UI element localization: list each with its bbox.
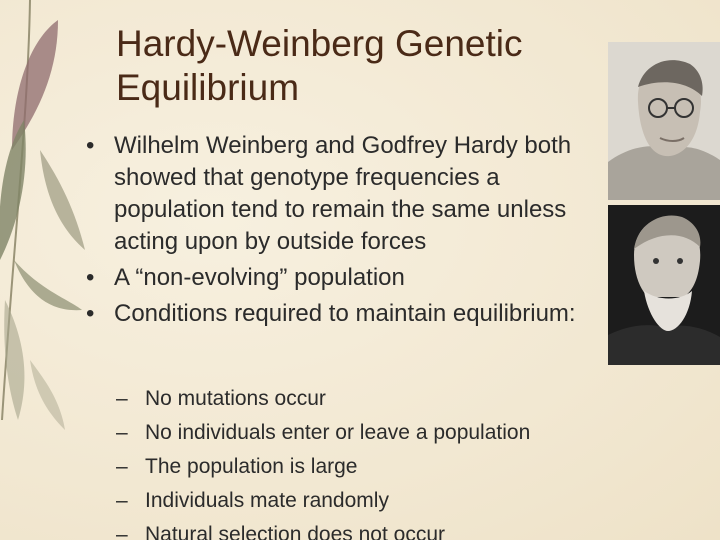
sub-bullet-item xyxy=(116,450,530,484)
sub-bullet-text: No individuals enter or leave a population xyxy=(145,421,531,444)
sub-bullet-marker: – xyxy=(116,523,128,540)
sub-bullet-text: Individuals mate randomly xyxy=(145,489,389,512)
bullet-text: Wilhelm Weinberg and Godfrey Hardy both showed that genotype frequencies a population tend to remain the same unless acting upon by outside forces xyxy=(114,132,572,255)
sub-bullet-list xyxy=(116,382,530,540)
bullet-item xyxy=(86,262,616,294)
sub-bullet-text: No mutations occur xyxy=(145,387,326,410)
sub-bullet-marker: – xyxy=(116,421,128,444)
title-line-2: Equilibrium xyxy=(116,67,300,108)
sub-bullet-text: The population is large xyxy=(145,455,358,478)
sub-bullet-text: Natural selection does not occur xyxy=(145,523,445,540)
bullet-text: Conditions required to maintain equilibrium: xyxy=(114,300,576,327)
bullet-marker: • xyxy=(86,264,95,291)
sub-bullet-item xyxy=(116,416,530,450)
page-title xyxy=(116,22,616,110)
bullet-item xyxy=(86,298,616,330)
bullet-list xyxy=(86,130,616,334)
sub-bullet-item xyxy=(116,518,530,540)
title-line-1: Hardy-Weinberg Genetic xyxy=(116,23,523,64)
portrait-photo-hardy xyxy=(608,42,720,200)
bullet-marker: • xyxy=(86,300,95,327)
portrait-photo-weinberg xyxy=(608,205,720,365)
sub-bullet-item xyxy=(116,484,530,518)
sub-bullet-item xyxy=(116,382,530,416)
bullet-item xyxy=(86,130,616,258)
sub-bullet-marker: – xyxy=(116,387,128,410)
sub-bullet-marker: – xyxy=(116,455,128,478)
bullet-marker: • xyxy=(86,132,95,159)
bullet-text: A “non-evolving” population xyxy=(114,264,405,291)
sub-bullet-marker: – xyxy=(116,489,128,512)
